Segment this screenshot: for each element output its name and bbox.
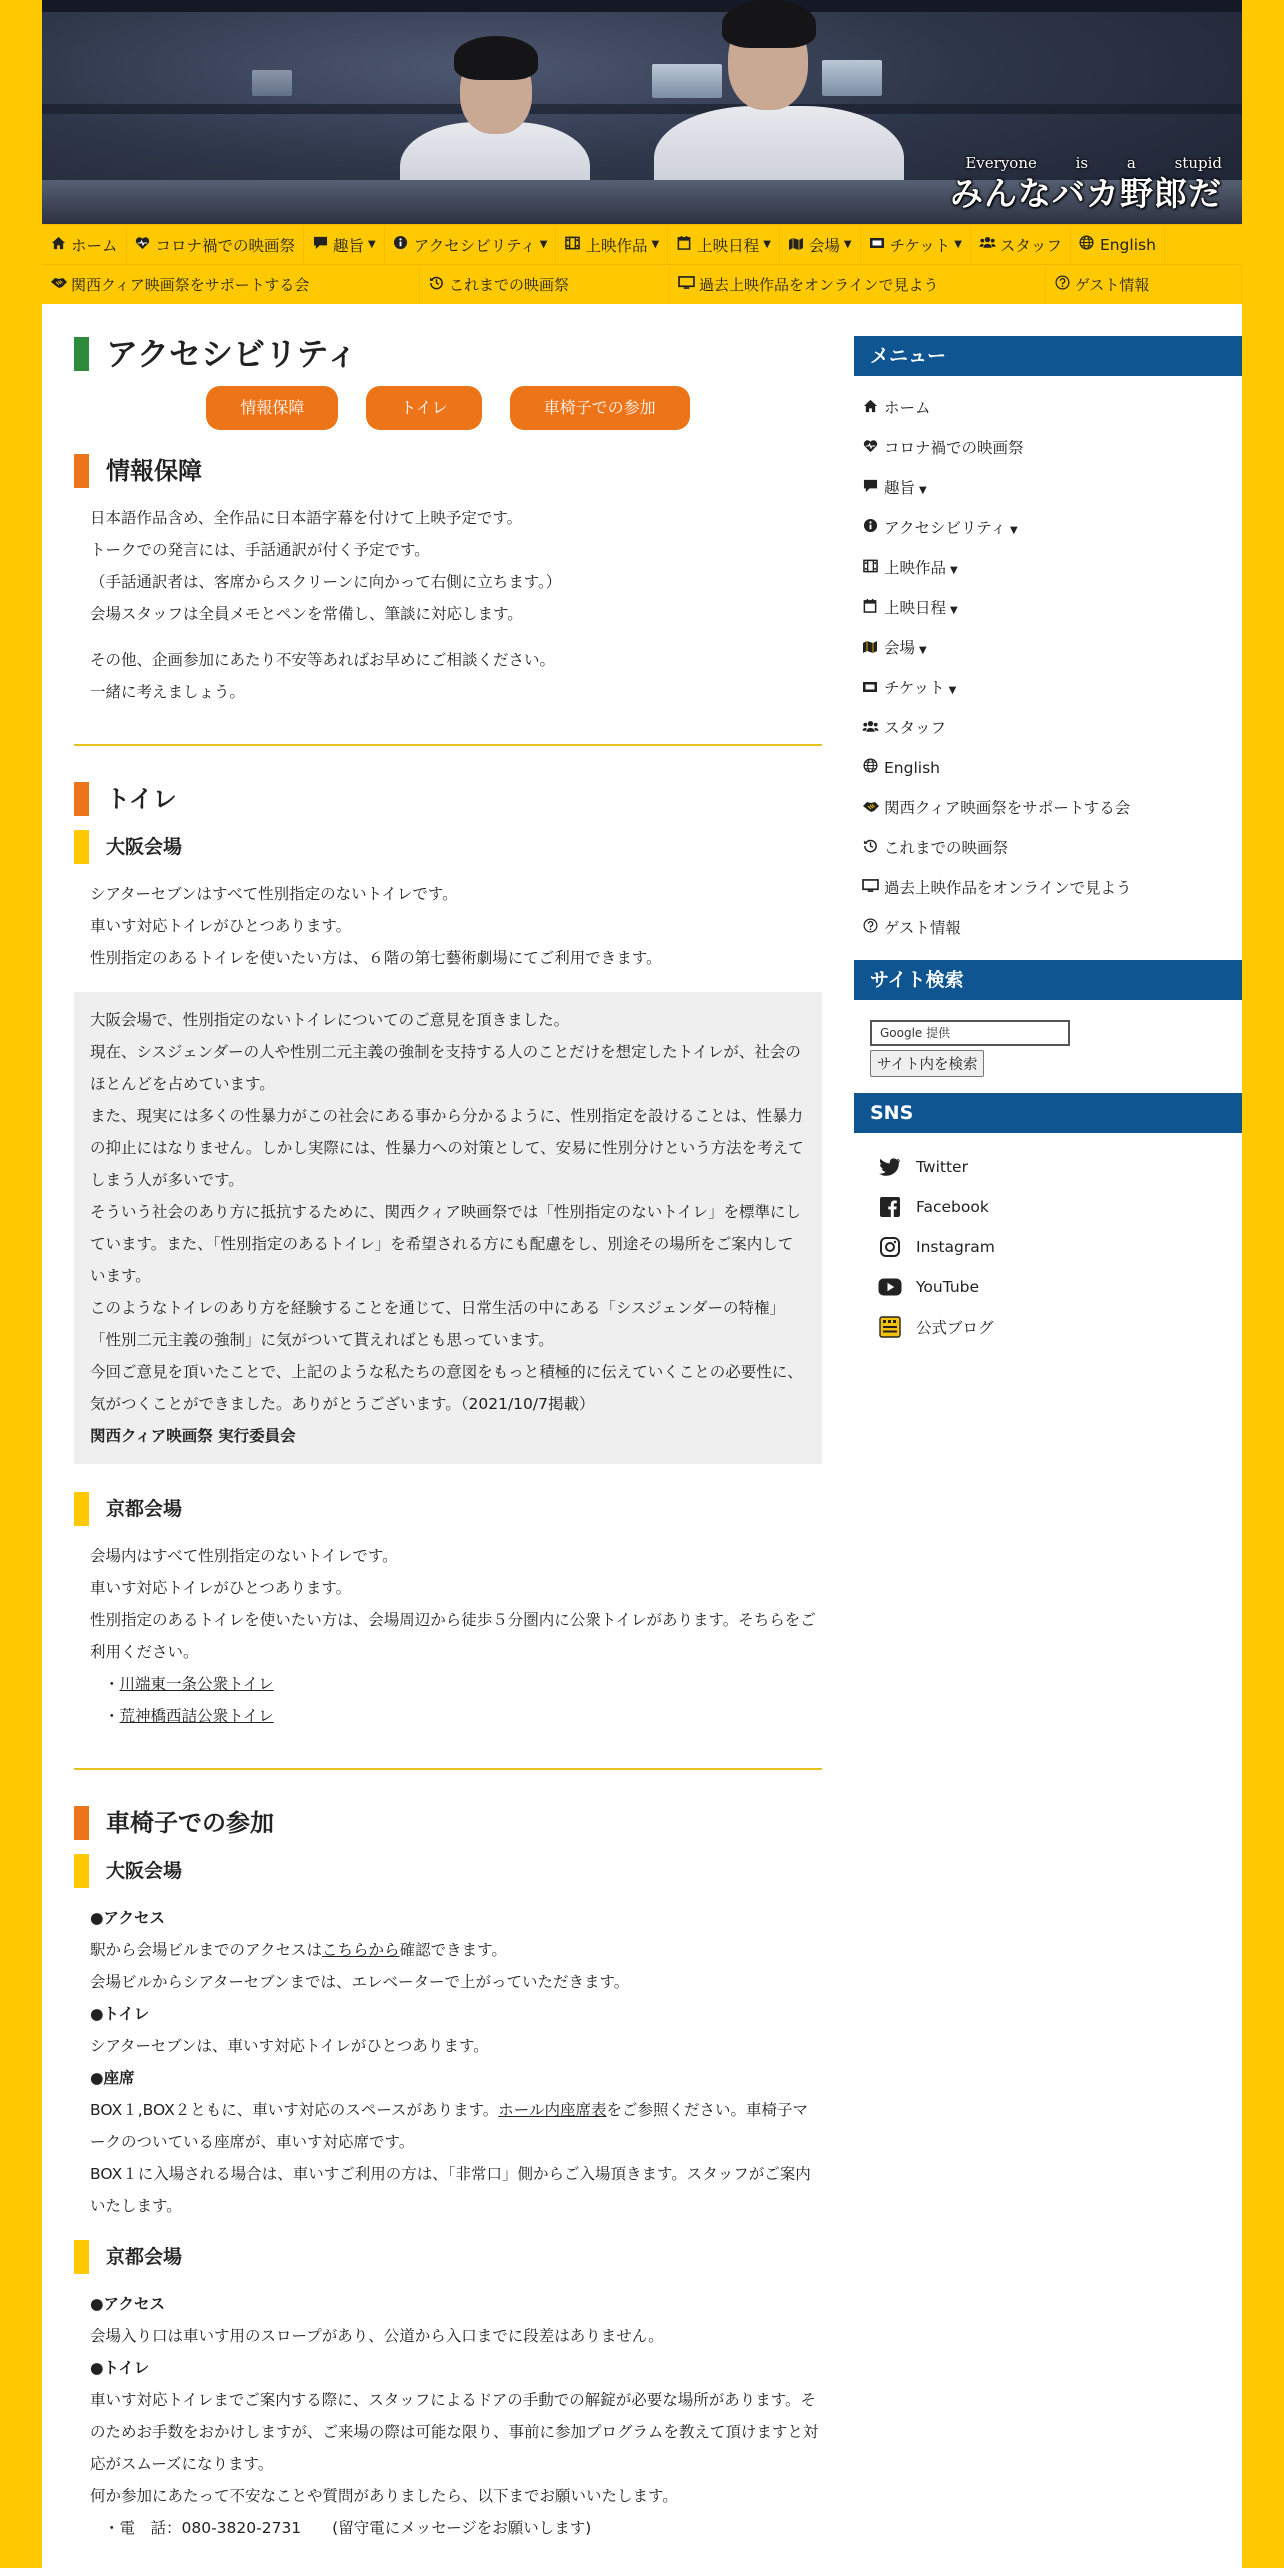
access-text: 駅から会場ビルまでのアクセスは — [90, 1941, 323, 1959]
toilet-line: 車いす対応トイレまでご案内する際に、スタッフによるドアの手動での解錠が必要な場所があります。そのためお手数をおかけしますが、ご来場の際は可能な限り、事前に参加プログラムを教えて頂けますと対応がスムーズになります。 — [90, 2391, 819, 2473]
history-icon — [428, 275, 444, 294]
nav-item-2[interactable] — [304, 225, 385, 264]
seat-label: ●座席 — [90, 2069, 135, 2087]
notice-signature: 関西クィア映画祭 実行委員会 — [90, 1427, 296, 1445]
contact-line: 何か参加にあたって不安なことや質問がありましたら、以下までお願いいたします。 — [90, 2487, 678, 2505]
sidebar-menu-item-0[interactable] — [854, 388, 1242, 428]
nav-sub-item-0[interactable] — [42, 265, 420, 304]
banner-window — [252, 70, 292, 96]
users-icon — [979, 236, 995, 253]
youtube-icon — [878, 1275, 902, 1299]
notice-line: このようなトイレのあり方を経験することを通じて、日常生活の中にある「シスジェンダーの特権」「性別二元主義の強制」に気がついて貰えればとも思っています。 — [90, 1299, 786, 1349]
access-line: 会場ビルからシアターセブンまでは、エレベーターで上がっていただきます。 — [90, 1973, 630, 1991]
sidebar-menu-item-8[interactable] — [854, 708, 1242, 748]
sidebar-menu-label: ホーム — [884, 399, 931, 417]
nav-row-primary — [42, 224, 1242, 264]
comment-icon — [862, 469, 878, 509]
main-content — [74, 336, 822, 2544]
sns-link-0[interactable] — [878, 1147, 1242, 1187]
info-line: その他、企画参加にあたり不安等あればお早めにご相談ください。 — [90, 651, 556, 669]
nav-item-label: チケット — [889, 236, 951, 255]
logo-tagline: Everyone is a stupid — [965, 154, 1222, 172]
caret-down-icon: ▼ — [919, 645, 927, 656]
nav-item-label: 上映日程 — [697, 236, 760, 255]
caret-down-icon: ▼ — [763, 239, 771, 250]
page-title: アクセシビリティ — [74, 336, 822, 372]
subheading-osaka: 大阪会場 — [74, 830, 822, 864]
jump-button-info[interactable]: 情報保障 — [206, 386, 338, 430]
toilet-link-item — [74, 1668, 822, 1700]
subheading-kyoto: 京都会場 — [74, 2240, 822, 2274]
sidebar-menu-label: English — [884, 759, 940, 777]
section-divider — [74, 744, 822, 746]
notice-line: そういう社会のあり方に抵抗するために、関西クィア映画祭では「性別指定のないトイレ」を標準にしています。また、「性別指定のあるトイレ」を希望される方にも配慮をし、別途その場所をご案内しています。 — [90, 1203, 801, 1285]
question-icon — [862, 909, 878, 949]
sidebar-menu-label: 上映作品 — [884, 559, 947, 577]
section-heading-toilet: トイレ — [74, 782, 822, 816]
notice-line: 大阪会場で、性別指定のないトイレについてのご意見を頂きました。 — [90, 1011, 570, 1029]
sidebar-menu-item-2[interactable] — [854, 468, 1242, 508]
handshake-icon — [50, 276, 66, 293]
instagram-icon — [878, 1235, 902, 1259]
access-label: ●アクセス — [90, 1909, 166, 1927]
nav-sub-item-3[interactable] — [1046, 265, 1242, 304]
access-link[interactable]: こちらから — [322, 1941, 400, 1959]
globe-icon — [862, 749, 878, 789]
section-heading-info: 情報保障 — [74, 454, 822, 488]
sidebar-menu-label: 趣旨 — [884, 479, 916, 497]
sns-label: Twitter — [916, 1158, 968, 1176]
access-line: 会場入り口は車いす用のスロープがあり、公道から入口までに段差はありません。 — [90, 2327, 664, 2345]
sidebar-menu-item-4[interactable] — [854, 548, 1242, 588]
jump-links — [74, 386, 822, 430]
seat-text: BOX１,BOX２ともに、車いす対応のスペースがあります。 — [90, 2101, 499, 2119]
jump-button-toilet[interactable]: トイレ — [366, 386, 481, 430]
public-toilet-link-2[interactable]: 荒神橋西詰公衆トイレ — [119, 1707, 274, 1725]
search-button[interactable]: サイト内を検索 — [870, 1050, 984, 1077]
nav-item-4[interactable] — [556, 225, 668, 264]
history-icon — [862, 829, 878, 869]
sns-link-2[interactable] — [878, 1227, 1242, 1267]
sns-link-1[interactable] — [878, 1187, 1242, 1227]
nav-item-7[interactable] — [861, 225, 971, 264]
map-icon — [788, 236, 804, 254]
nav-item-8[interactable] — [971, 225, 1071, 264]
sidebar-menu-label: 会場 — [884, 639, 916, 657]
heart-icon — [862, 429, 878, 469]
nav-item-label: 関西クィア映画祭をサポートする会 — [71, 276, 310, 294]
nav-sub-item-2[interactable] — [670, 265, 1046, 304]
users-icon — [862, 709, 878, 749]
section-heading-wheelchair: 車椅子での参加 — [74, 1806, 822, 1840]
sns-link-4[interactable] — [878, 1307, 1242, 1347]
ticket-icon — [862, 669, 878, 709]
info-line: 一緒に考えましょう。 — [90, 683, 246, 701]
nav-item-label: ホーム — [71, 236, 118, 255]
sidebar — [854, 336, 1242, 1357]
sidebar-menu-label: ゲスト情報 — [884, 919, 961, 937]
sidebar-menu-label: 過去上映作品をオンラインで見よう — [884, 879, 1132, 897]
caret-down-icon: ▼ — [1010, 525, 1018, 536]
notice-line: 現在、シスジェンダーの人や性別二元主義の強制を支持する人のことだけを想定したトイレが、社会のほとんどを占めています。 — [90, 1043, 801, 1093]
sns-link-3[interactable] — [878, 1267, 1242, 1307]
sidebar-search-heading: サイト検索 — [854, 960, 1242, 1000]
toilet-label: ●トイレ — [90, 2005, 150, 2023]
caret-down-icon: ▼ — [950, 605, 958, 616]
sidebar-menu — [854, 376, 1242, 960]
nav-item-label: 趣旨 — [333, 236, 365, 255]
sidebar-menu-item-5[interactable] — [854, 588, 1242, 628]
nav-item-label: これまでの映画祭 — [449, 276, 570, 294]
sns-label: Facebook — [916, 1198, 989, 1216]
site-search — [854, 1000, 1242, 1093]
nav-item-label: スタッフ — [999, 236, 1062, 255]
calendar-icon — [676, 235, 692, 254]
heart-icon — [135, 236, 151, 254]
caret-down-icon: ▼ — [948, 685, 957, 696]
bullet: ・ — [104, 1675, 120, 1693]
blog-icon — [878, 1315, 902, 1339]
caret-down-icon: ▼ — [539, 239, 548, 250]
public-toilet-link-1[interactable]: 川端東一条公衆トイレ — [119, 1675, 274, 1693]
ticket-icon — [869, 237, 885, 253]
info-icon — [862, 509, 878, 549]
toilet-line: 車いす対応トイレがひとつあります。 — [90, 1579, 352, 1597]
nav-item-label: ゲスト情報 — [1075, 276, 1150, 294]
question-icon — [1054, 275, 1070, 294]
sidebar-menu-item-6[interactable] — [854, 628, 1242, 668]
logo-title: みんなバカ野郎だ — [950, 174, 1222, 213]
sidebar-menu-label: コロナ禍での映画祭 — [884, 439, 1024, 457]
home-icon — [50, 236, 66, 254]
sidebar-menu-item-11[interactable] — [854, 828, 1242, 868]
banner-window — [652, 64, 722, 98]
seat-line: BOX１に入場される場合は、車いすご利用の方は、「非常口」側からご入場頂きます。スタッフがご案内いたします。 — [90, 2165, 811, 2215]
home-icon — [862, 389, 878, 429]
nav-item-5[interactable] — [668, 225, 780, 264]
sidebar-sns-heading: SNS — [854, 1093, 1242, 1133]
caret-down-icon: ▼ — [919, 485, 927, 496]
jump-button-wheelchair[interactable]: 車椅子での参加 — [510, 386, 690, 430]
sns-label: YouTube — [916, 1278, 980, 1296]
access-label: ●アクセス — [90, 2295, 166, 2313]
nav-row-secondary — [42, 264, 1242, 304]
opinion-notice-box — [74, 992, 822, 1464]
film-icon — [564, 236, 580, 254]
toilet-line: シアターセブンは、車いす対応トイレがひとつあります。 — [90, 2037, 489, 2055]
subheading-kyoto: 京都会場 — [74, 1492, 822, 1526]
nav-item-label: アクセシビリティ — [413, 236, 536, 255]
sns-label: 公式ブログ — [916, 1319, 994, 1337]
sidebar-menu-item-13[interactable] — [854, 908, 1242, 948]
sidebar-menu-heading: メニュー — [854, 336, 1242, 376]
seat-line — [74, 2094, 822, 2158]
nav-item-1[interactable] — [127, 225, 305, 264]
nav-sub-item-1[interactable] — [420, 265, 670, 304]
caret-down-icon: ▼ — [950, 565, 958, 576]
nav-item-label: 過去上映作品をオンラインで見よう — [699, 276, 939, 294]
sidebar-menu-item-9[interactable] — [854, 748, 1242, 788]
search-input[interactable]: Google 提供 — [870, 1020, 1070, 1046]
monitor-icon — [678, 276, 694, 294]
site-logo[interactable] — [950, 154, 1222, 215]
bullet: ・ — [104, 1707, 120, 1725]
sidebar-menu-label: スタッフ — [884, 719, 947, 737]
nav-item-0[interactable] — [42, 225, 127, 264]
caret-down-icon: ▼ — [843, 239, 852, 250]
film-icon — [862, 549, 878, 589]
facebook-icon — [878, 1195, 902, 1219]
sidebar-menu-label: これまでの映画祭 — [884, 839, 1009, 857]
contact-phone: ・電 話：080-3820-2731 (留守電にメッセージをお願いします) — [104, 2519, 592, 2537]
seat-text: をご参照ください。車椅子マークのついている座席が、車いす対応席です。 — [90, 2101, 809, 2151]
nav-item-label: コロナ禍での映画祭 — [155, 236, 296, 255]
calendar-icon — [862, 589, 878, 629]
info-icon — [393, 235, 409, 254]
info-paragraph — [74, 502, 822, 708]
toilet-label: ●トイレ — [90, 2359, 150, 2377]
sns-list — [854, 1133, 1242, 1357]
sidebar-menu-item-10[interactable] — [854, 788, 1242, 828]
section-divider — [74, 1768, 822, 1770]
twitter-icon — [878, 1155, 902, 1179]
access-line — [74, 1934, 822, 1966]
nav-item-label: 上映作品 — [585, 236, 648, 255]
sns-label: Instagram — [916, 1238, 995, 1256]
info-line: （手話通訳者は、客席からスクリーンに向かって右側に立ちます。） — [90, 573, 562, 591]
info-line: 日本語作品含め、全作品に日本語字幕を付けて上映予定です。 — [90, 509, 523, 527]
sidebar-menu-label: チケット — [884, 679, 945, 697]
notice-line: 今回ご意見を頂いたことで、上記のような私たちの意図をもっと積極的に伝えていくことの必要性に、気がつくことができました。ありがとうございます。（2021/10/7掲載） — [90, 1363, 803, 1413]
toilet-line: シアターセブンはすべて性別指定のないトイレです。 — [90, 885, 458, 903]
banner-window — [822, 60, 882, 96]
info-line: 会場スタッフは全員メモとペンを常備し、筆談に対応します。 — [90, 605, 523, 623]
nav-item-label: 会場 — [808, 236, 840, 255]
sidebar-menu-label: 関西クィア映画祭をサポートする会 — [884, 799, 1131, 817]
subheading-osaka: 大阪会場 — [74, 1854, 822, 1888]
sidebar-menu-item-12[interactable] — [854, 868, 1242, 908]
caret-down-icon: ▼ — [368, 239, 376, 250]
nav-item-6[interactable] — [780, 225, 861, 264]
toilet-line: 性別指定のあるトイレを使いたい方は、会場周辺から徒歩５分圏内に公衆トイレがあります。そちらをご利用ください。 — [90, 1611, 816, 1661]
main-nav — [42, 224, 1242, 304]
handshake-icon — [862, 789, 878, 829]
header-banner[interactable] — [42, 0, 1242, 224]
notice-line: また、現実には多くの性暴力がこの社会にある事から分かるように、性別指定を設けることは、性暴力の抑止にはなりません。しかし実際には、性暴力への対策として、安易に性別分けという方法を考えてしまう人が多いです。 — [90, 1107, 804, 1189]
nav-item-label: English — [1099, 235, 1156, 254]
sidebar-menu-label: 上映日程 — [884, 599, 947, 617]
comment-icon — [312, 236, 328, 254]
sidebar-menu-item-3[interactable] — [854, 508, 1242, 548]
caret-down-icon: ▼ — [954, 239, 962, 250]
sidebar-menu-label: アクセシビリティ — [884, 519, 1006, 537]
toilet-line: 会場内はすべて性別指定のないトイレです。 — [90, 1547, 398, 1565]
sidebar-menu-item-1[interactable] — [854, 428, 1242, 468]
nav-item-9[interactable] — [1071, 225, 1165, 264]
sidebar-menu-item-7[interactable] — [854, 668, 1242, 708]
globe-icon — [1079, 235, 1095, 254]
info-line: トークでの発言には、手話通訳が付く予定です。 — [90, 541, 430, 559]
access-text: 確認できます。 — [399, 1941, 507, 1959]
toilet-line: 性別指定のあるトイレを使いたい方は、６階の第七藝術劇場にてご利用できます。 — [90, 949, 662, 967]
banner-beam — [42, 104, 1242, 114]
caret-down-icon: ▼ — [651, 239, 660, 250]
toilet-link-item — [74, 1700, 822, 1732]
toilet-line: 車いす対応トイレがひとつあります。 — [90, 917, 352, 935]
nav-item-3[interactable] — [385, 225, 557, 264]
map-icon — [862, 629, 878, 669]
monitor-icon — [862, 869, 878, 909]
seat-map-link[interactable]: ホール内座席表 — [498, 2101, 607, 2119]
banner-beam — [42, 0, 1242, 12]
